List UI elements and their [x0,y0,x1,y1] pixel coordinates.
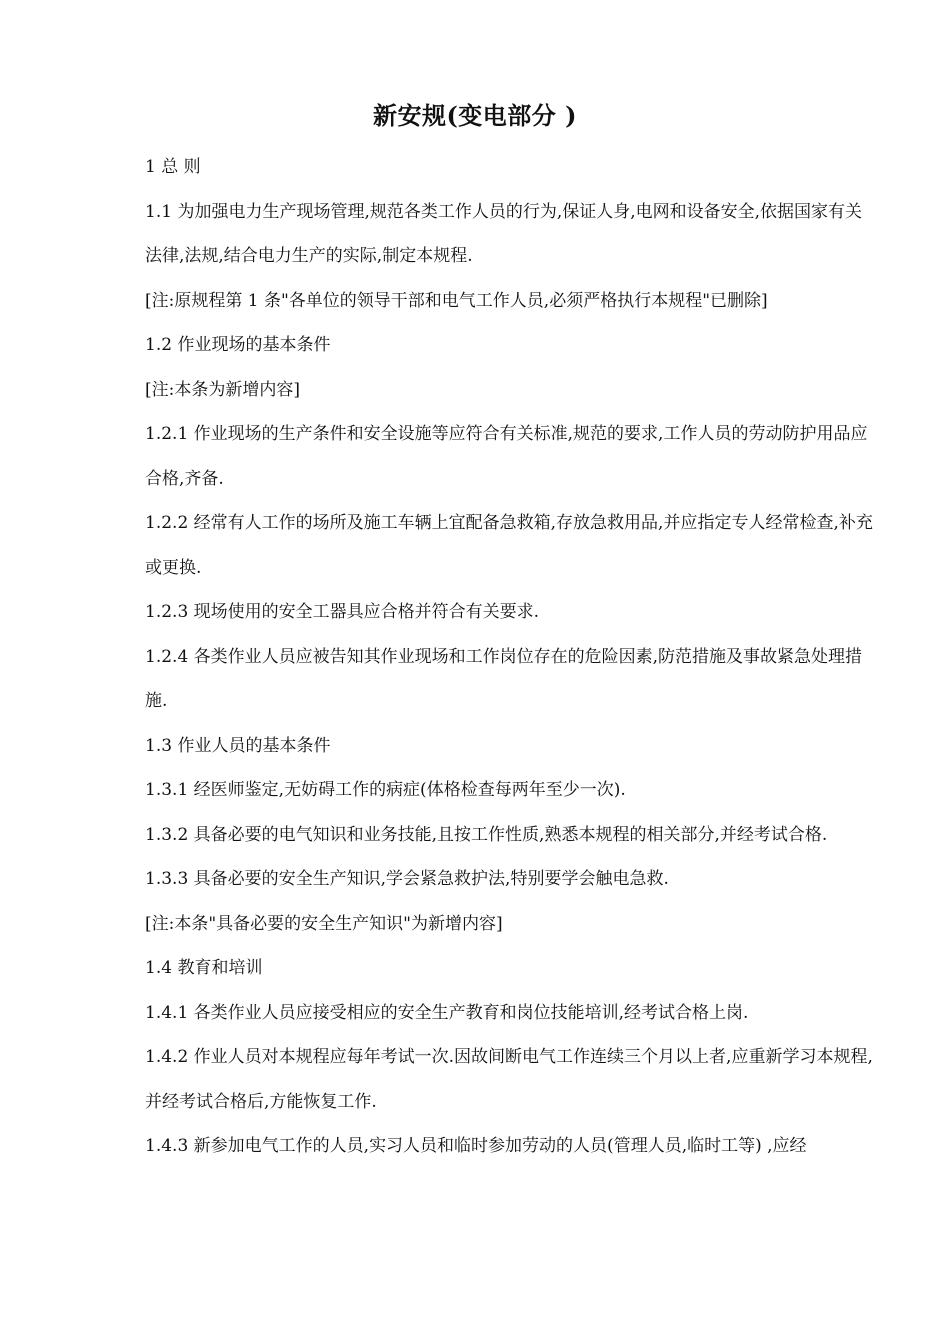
paragraph: 1.3.3 具备必要的安全生产知识,学会紧急救护法,特别要学会触电急救. [145,869,669,889]
paragraph: 1.3.2 具备必要的电气知识和业务技能,且按工作性质,熟悉本规程的相关部分,并经考试合格. [145,824,828,845]
paragraph: 1.4.3 新参加电气工作的人员,实习人员和临时参加劳动的人员(管理人员,临时工等) ,应经 [145,1136,807,1156]
note-paragraph: [注:原规程第 1 条"各单位的领导干部和电气工作人员,必须严格执行本规程"已删除] [145,290,768,311]
paragraph: 1.2.2 经常有人工作的场所及施工车辆上宜配备急救箱,存放急救用品,并应指定专人经常检查,补充或更换. [145,513,873,578]
section-heading: 1.4 教育和培训 [145,958,263,978]
section-heading: 1 总 则 [145,157,201,177]
document-title: 新安规(变电部分 ) [372,101,578,130]
paragraph: 1.4.1 各类作业人员应接受相应的安全生产教育和岗位技能培训,经考试合格上岗. [145,1002,749,1023]
section-heading: 1.2 作业现场的基本条件 [145,335,331,355]
document-body [145,145,875,1169]
paragraph: 1.2.4 各类作业人员应被告知其作业现场和工作岗位存在的危险因素,防范措施及事故紧急处理措施. [145,646,863,711]
paragraph: 1.3.1 经医师鉴定,无妨碍工作的病症(体格检查每两年至少一次). [145,780,626,800]
paragraph: 1.2.1 作业现场的生产条件和安全设施等应符合有关标准,规范的要求,工作人员的劳动防护用品应合格,齐备. [145,424,868,489]
paragraph: 1.4.2 作业人员对本规程应每年考试一次.因故间断电气工作连续三个月以上者,应重新学习本规程,并经考试合格后,方能恢复工作. [145,1047,873,1112]
section-heading: 1.3 作业人员的基本条件 [145,735,331,756]
note-paragraph: [注:本条"具备必要的安全生产知识"为新增内容] [145,913,503,934]
paragraph: 1.1 为加强电力生产现场管理,规范各类工作人员的行为,保证人身,电网和设备安全,依据国家有关法律,法规,结合电力生产的实际,制定本规程. [145,201,863,266]
note-paragraph: [注:本条为新增内容] [145,379,300,400]
paragraph: 1.2.3 现场使用的安全工器具应合格并符合有关要求. [145,602,540,622]
